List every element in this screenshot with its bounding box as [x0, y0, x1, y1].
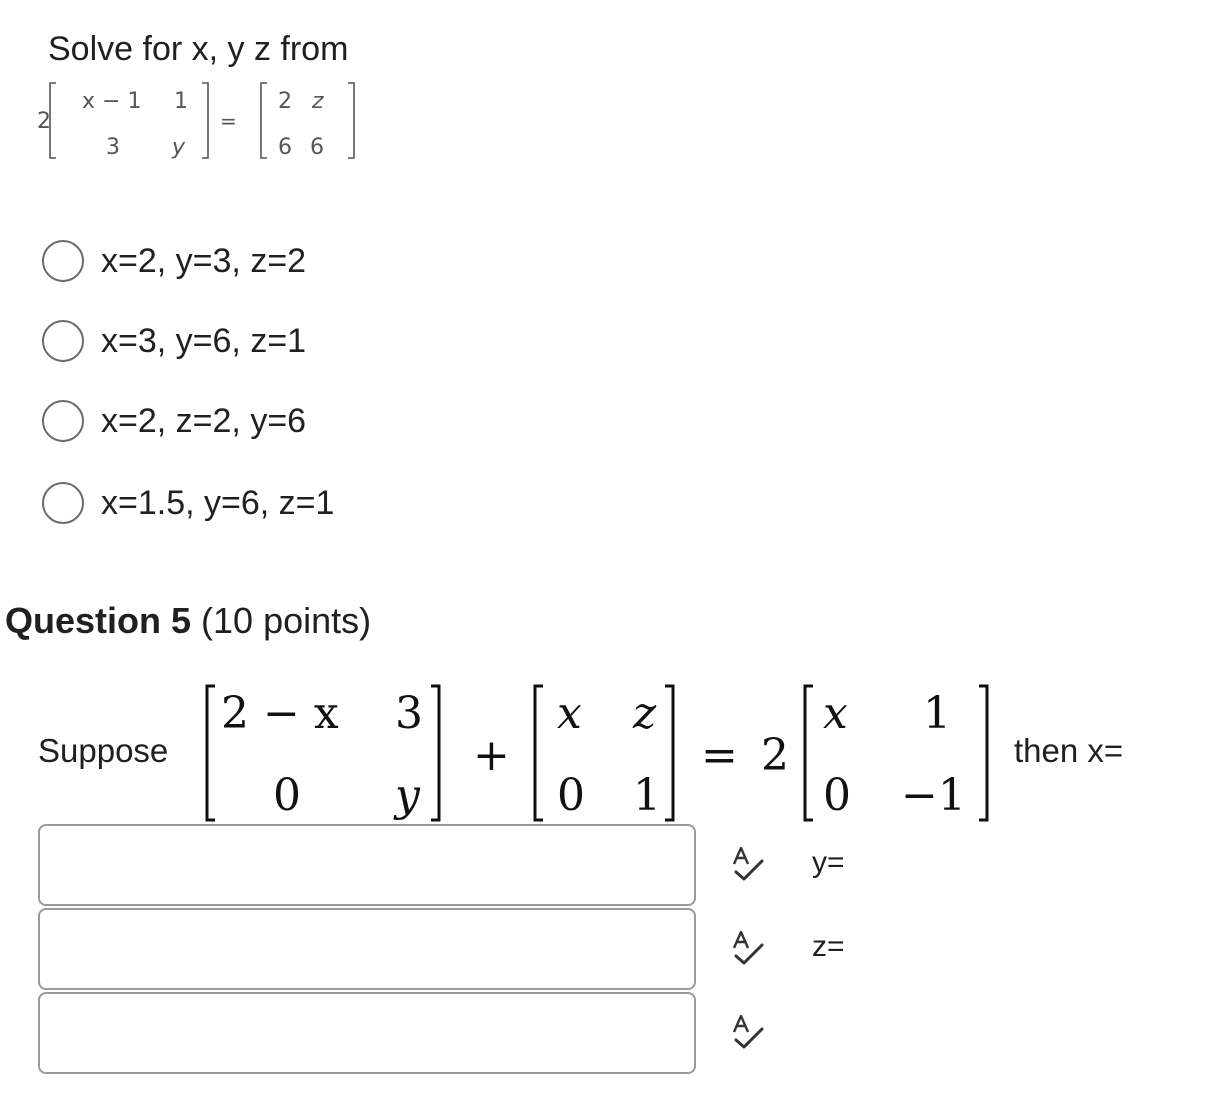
m2-b: z	[633, 688, 657, 739]
m1-left-bracket	[207, 686, 215, 820]
q4-scalar: 2	[37, 109, 51, 134]
choice-label: x=3, y=6, z=1	[101, 321, 307, 360]
q4-m2-b: z	[312, 89, 324, 114]
m2-c: 0	[557, 770, 585, 821]
suppose-text: Suppose	[38, 732, 169, 769]
y-label: y=	[812, 846, 845, 879]
q4-m2-d: 6	[310, 135, 324, 160]
q4-m1-a: x − 1	[82, 89, 142, 114]
question-5-matrix-equation	[195, 678, 1005, 828]
m2-a: x	[557, 688, 582, 739]
scalar-two: 2	[761, 730, 789, 781]
radio-button[interactable]	[42, 400, 84, 442]
choice-2[interactable]	[42, 318, 306, 364]
spellcheck-icon[interactable]	[728, 846, 766, 882]
m1-b: 3	[395, 688, 423, 739]
m3-right-bracket	[979, 686, 987, 820]
answer-input-x[interactable]	[38, 824, 696, 906]
choice-label: x=2, y=3, z=2	[101, 241, 307, 280]
question-5-heading	[5, 600, 371, 642]
m3-c: 0	[823, 770, 851, 821]
q4-right-bracket-2	[348, 83, 354, 158]
m2-d: 1	[633, 770, 661, 821]
question-points: (10 points)	[201, 600, 372, 641]
equals-sign: =	[701, 730, 738, 781]
q4-equals: =	[220, 109, 237, 133]
q4-m1-b: 1	[174, 89, 188, 114]
radio-button[interactable]	[42, 320, 84, 362]
q4-m1-d: y	[172, 135, 186, 160]
m1-right-bracket	[431, 686, 439, 820]
plus-sign: +	[473, 730, 510, 781]
choice-4[interactable]	[42, 480, 334, 526]
choice-3[interactable]	[42, 398, 306, 444]
q4-right-bracket	[202, 83, 208, 158]
m3-left-bracket	[805, 686, 813, 820]
m2-left-bracket	[535, 686, 543, 820]
m3-a: x	[823, 688, 848, 739]
q4-m2-c: 6	[278, 135, 292, 160]
m3-b: 1	[923, 688, 951, 739]
spellcheck-icon[interactable]	[728, 930, 766, 966]
m1-a: 2 − x	[221, 688, 339, 739]
m3-d: −1	[901, 770, 966, 821]
choice-1[interactable]	[42, 238, 306, 284]
q4-left-bracket-2	[261, 83, 267, 158]
m1-c: 0	[273, 770, 301, 821]
m2-right-bracket	[665, 686, 673, 820]
radio-button[interactable]	[42, 240, 84, 282]
answer-input-y[interactable]	[38, 908, 696, 990]
question-number: Question 5	[5, 600, 192, 641]
question-4-matrix-equation	[32, 78, 372, 168]
choice-label: x=1.5, y=6, z=1	[101, 483, 335, 522]
m1-d: y	[395, 770, 420, 821]
question-4-prompt: Solve for x, y z from	[48, 30, 349, 68]
answer-input-z[interactable]	[38, 992, 696, 1074]
choice-label: x=2, z=2, y=6	[101, 401, 307, 440]
then-x-label: then x=	[1014, 732, 1124, 769]
z-label: z=	[812, 930, 845, 963]
spellcheck-icon[interactable]	[728, 1014, 766, 1050]
q4-m2-a: 2	[278, 89, 292, 114]
radio-button[interactable]	[42, 482, 84, 524]
q4-m1-c: 3	[106, 135, 120, 160]
